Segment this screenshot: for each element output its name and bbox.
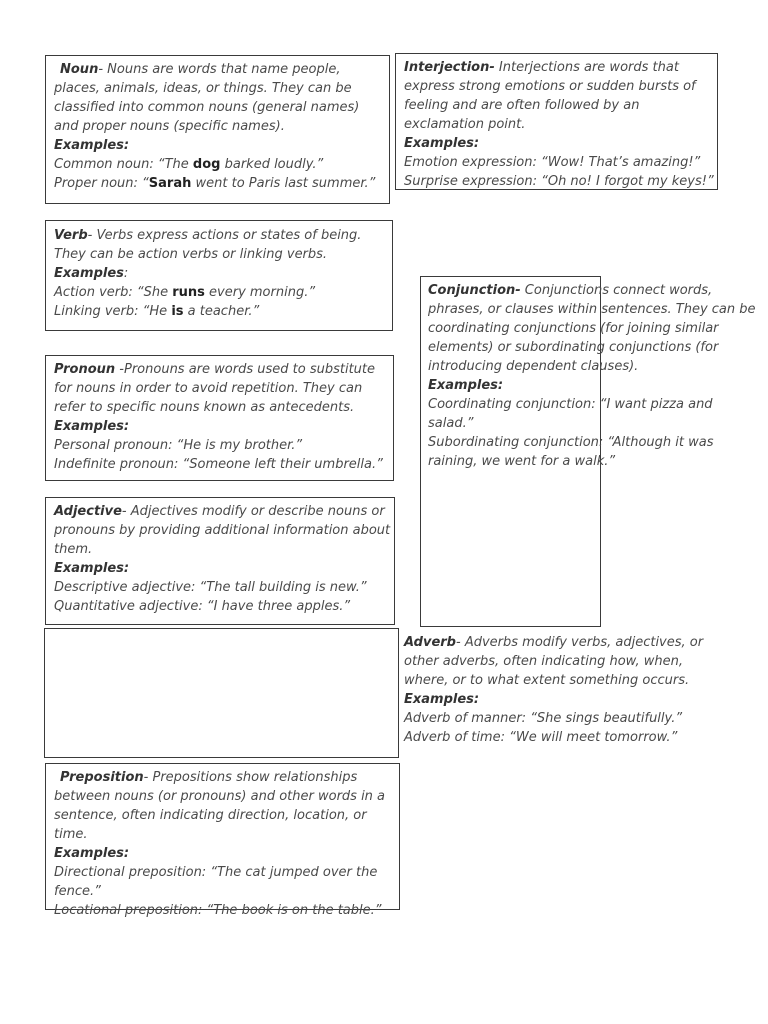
adverb-example-1: Adverb of manner: “She sings beautifully.” — [404, 711, 683, 726]
noun-example-2-highlight: Sarah — [148, 176, 192, 191]
adjective-section — [54, 502, 391, 616]
adverb-term: Adverb — [404, 635, 456, 650]
empty-box — [44, 628, 399, 758]
verb-example-1: Action verb: “She runs every morning.” — [54, 285, 316, 300]
verb-examples-label: Examples — [54, 266, 124, 281]
preposition-examples-label: Examples: — [54, 846, 130, 861]
noun-term: Noun — [60, 62, 99, 77]
verb-example-2: Linking verb: “He is a teacher.” — [54, 304, 260, 319]
adverb-definition: Adverbs modify verbs, adjectives, or other adverbs, often indicating how, when, where, or to what extent something occurs. — [404, 635, 704, 688]
interjection-section — [404, 58, 714, 191]
pronoun-definition: Pronouns are words used to substitute for nouns in order to avoid repetition. They can refer to specific nouns known as antecedents. — [54, 362, 375, 415]
adverb-example-2: Adverb of time: “We will meet tomorrow.” — [404, 730, 678, 745]
preposition-section — [54, 768, 394, 920]
interjection-example-2: Surprise expression: “Oh no! I forgot my keys!” — [404, 174, 714, 189]
interjection-examples-label: Examples: — [404, 136, 480, 151]
adjective-example-1: Descriptive adjective: “The tall building is new.” — [54, 580, 367, 595]
verb-examples-colon: : — [123, 266, 129, 281]
conjunction-dash: - — [515, 283, 521, 298]
noun-example-1-highlight: dog — [192, 157, 221, 172]
conjunction-term: Conjunction — [428, 283, 516, 298]
pronoun-section — [54, 360, 389, 474]
verb-term: Verb — [54, 228, 88, 243]
interjection-dash: - — [489, 60, 495, 75]
noun-section — [54, 60, 384, 193]
preposition-example-1: Directional preposition: “The cat jumped over the fence.” — [54, 865, 378, 899]
pronoun-example-2: Indefinite pronoun: “Someone left their umbrella.” — [54, 457, 383, 472]
preposition-definition: Prepositions show relationships between nouns (or pronouns) and other words in a sentence, often indicating direction, location, or time. — [54, 770, 386, 842]
noun-example-2: Proper noun: “Sarah went to Paris last summer.” — [54, 176, 376, 191]
verb-example-1-highlight: runs — [172, 285, 205, 300]
pronoun-example-1: Personal pronoun: “He is my brother.” — [54, 438, 303, 453]
verb-example-2-highlight: is — [171, 304, 184, 319]
pronoun-examples-label: Examples: — [54, 419, 130, 434]
adverb-section — [404, 633, 724, 747]
conjunction-example-1: Coordinating conjunction: “I want pizza and salad.” — [428, 397, 713, 431]
adverb-examples-label: Examples: — [404, 692, 480, 707]
interjection-definition: Interjections are words that express strong emotions or sudden bursts of feeling and are often followed by an exclamation point. — [404, 60, 696, 132]
noun-example-1: Common noun: “The dog barked loudly.” — [54, 157, 324, 172]
verb-section — [54, 226, 389, 321]
adverb-dash: - — [455, 635, 461, 650]
interjection-example-1: Emotion expression: “Wow! That’s amazing!” — [404, 155, 701, 170]
noun-dash: - — [98, 62, 104, 77]
adjective-example-2: Quantitative adjective: “I have three apples.” — [54, 599, 351, 614]
verb-definition: Verbs express actions or states of being. They can be action verbs or linking verbs. — [54, 228, 362, 262]
conjunction-examples-label: Examples: — [428, 378, 504, 393]
preposition-example-2: Locational preposition: “The book is on the table.” — [54, 903, 382, 918]
preposition-dash: - — [143, 770, 149, 785]
adjective-definition: Adjectives modify or describe nouns or pronouns by providing additional information about them. — [54, 504, 391, 557]
noun-definition: Nouns are words that name people, places, animals, ideas, or things. They can be classified into common nouns (general names) and proper nouns (specific names). — [54, 62, 360, 134]
pronoun-dash: - — [115, 362, 124, 377]
adjective-examples-label: Examples: — [54, 561, 130, 576]
preposition-term: Preposition — [60, 770, 144, 785]
noun-examples-label: Examples: — [54, 138, 130, 153]
verb-dash: - — [87, 228, 93, 243]
conjunction-example-2: Subordinating conjunction: “Although it was raining, we went for a walk.” — [428, 435, 714, 469]
adjective-dash: - — [121, 504, 127, 519]
pronoun-term: Pronoun — [54, 362, 116, 377]
conjunction-section — [428, 281, 758, 471]
conjunction-definition: Conjunctions connect words, phrases, or clauses within sentences. They can be coordinating conjunctions (for joining similar elements) or subordinating conjunctions (for introducing dependent clauses). — [428, 283, 756, 374]
interjection-term: Interjection — [404, 60, 490, 75]
adjective-term: Adjective — [54, 504, 122, 519]
